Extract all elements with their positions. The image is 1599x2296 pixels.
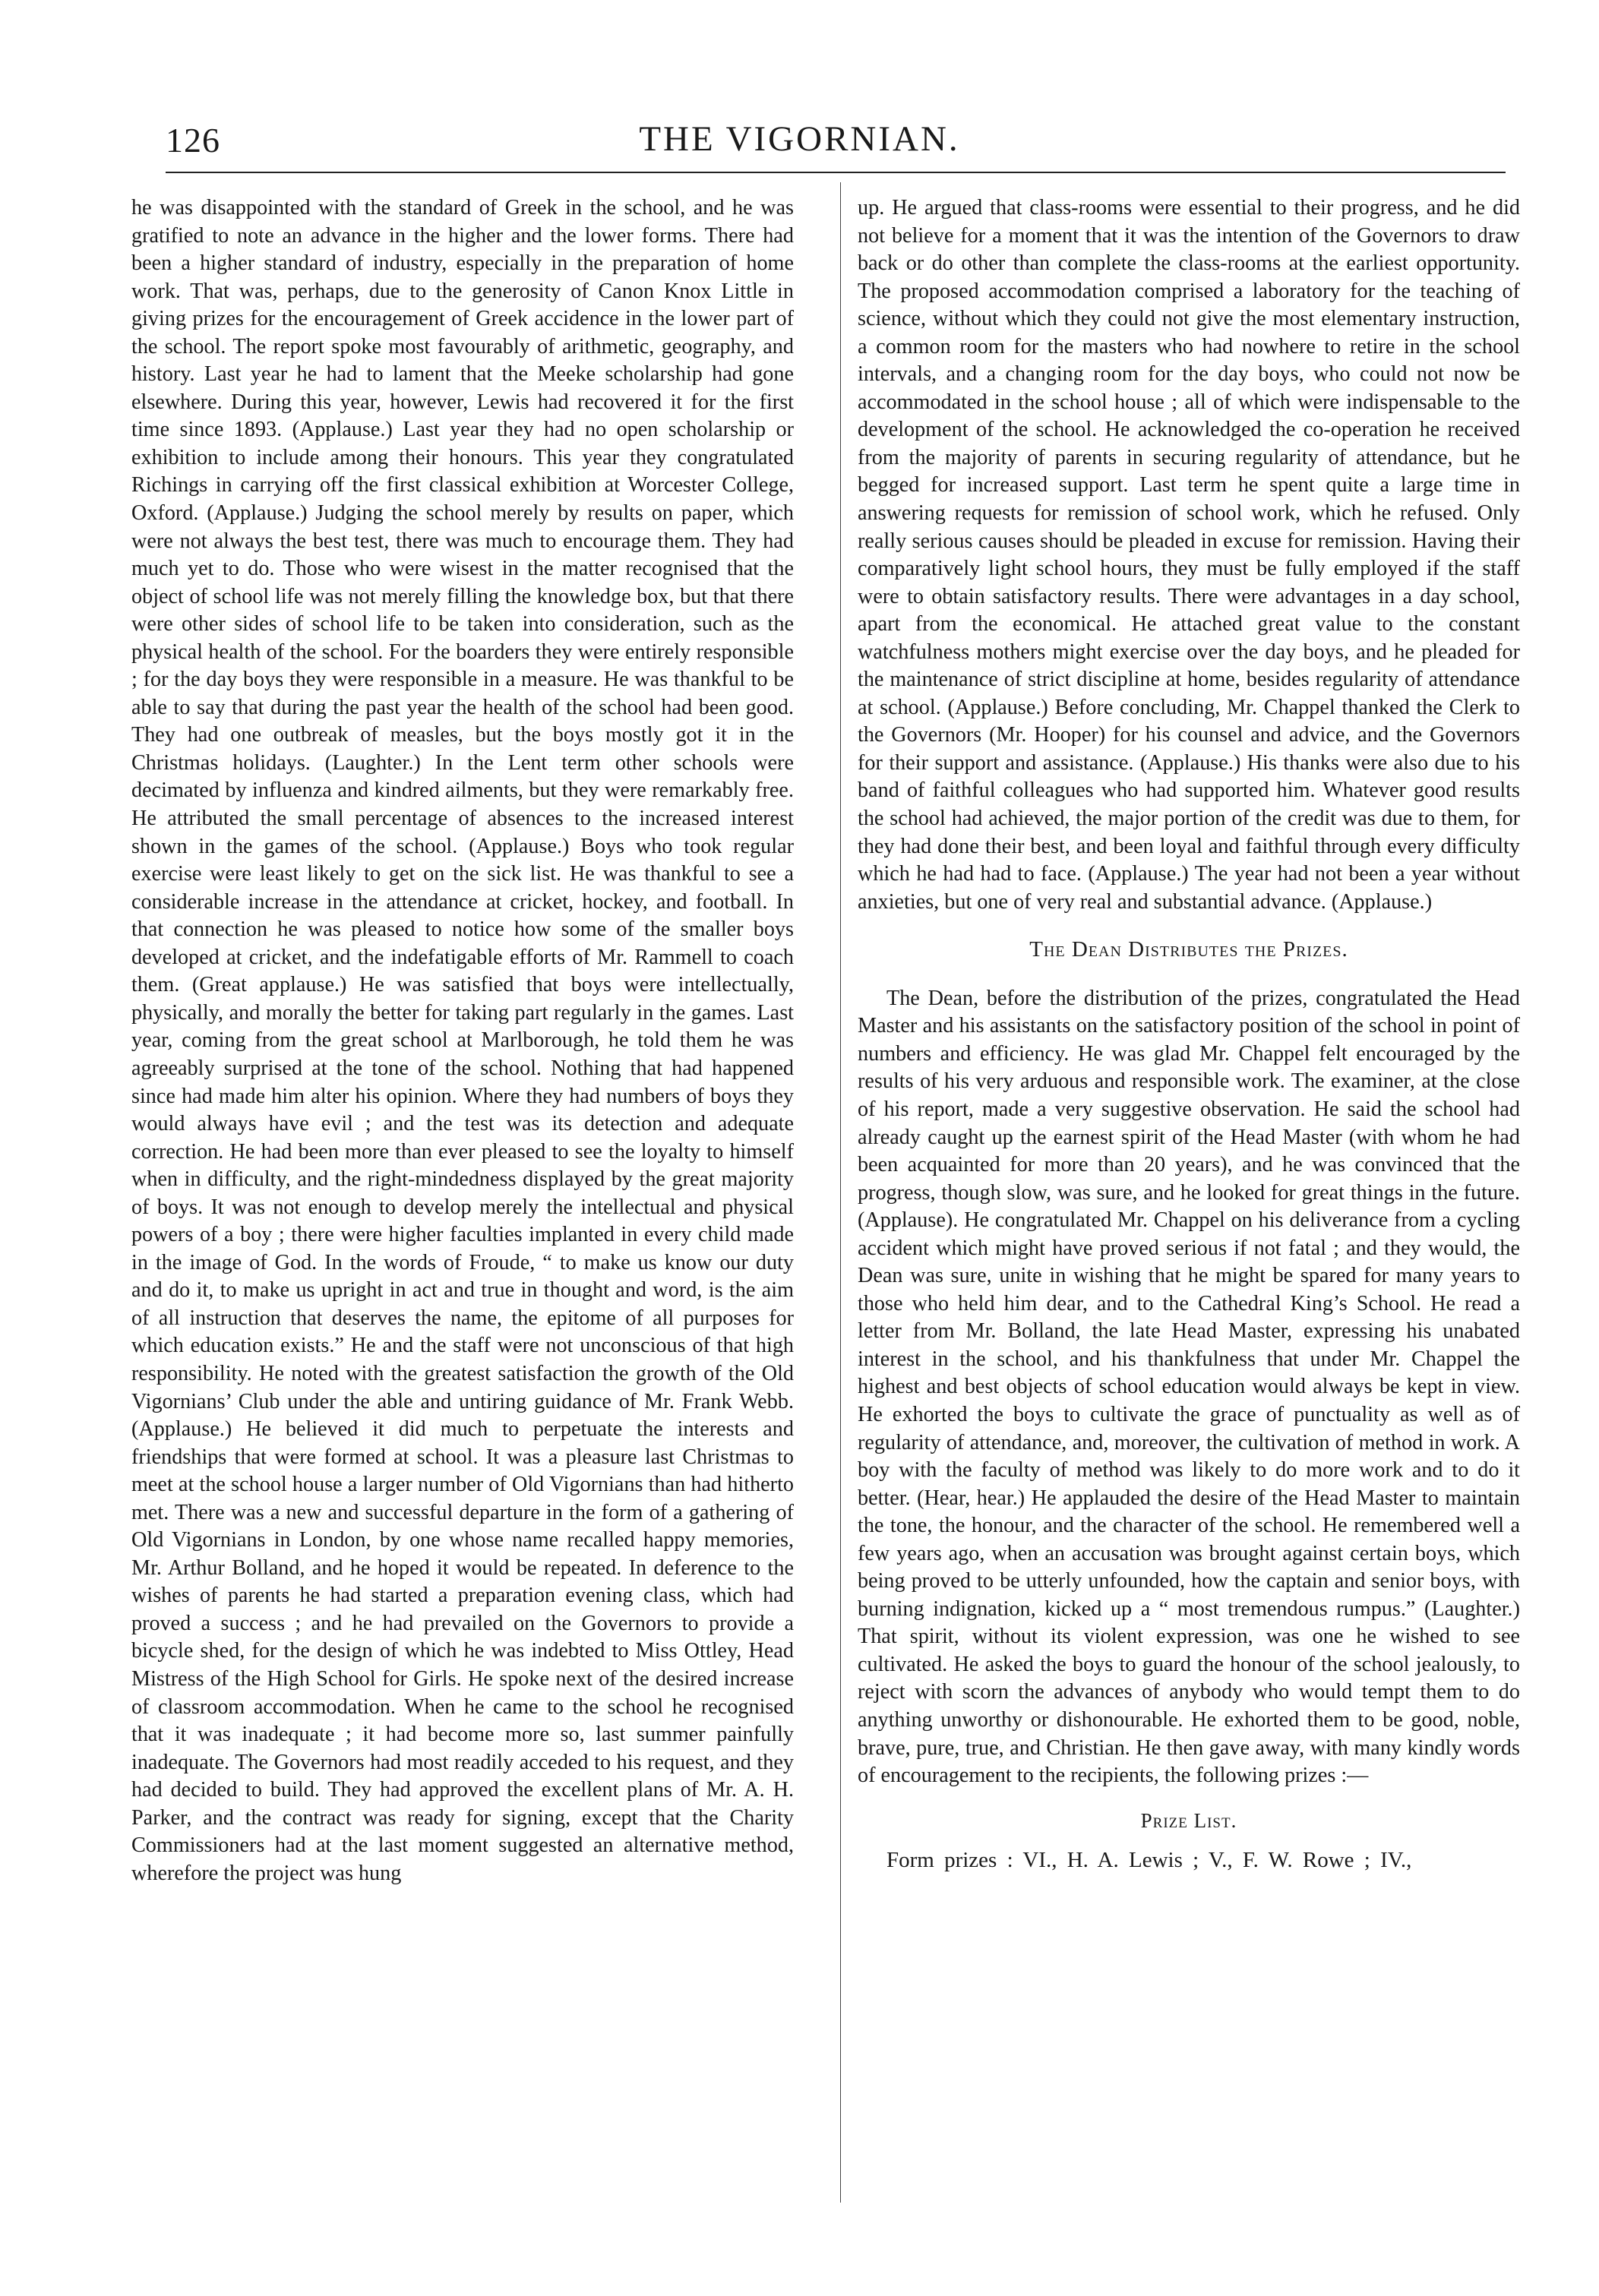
journal-title: THE VIGORNIAN. <box>639 119 960 159</box>
column-divider <box>840 182 841 2203</box>
header-rule <box>166 172 1506 173</box>
left-column <box>131 194 794 2215</box>
section-heading: The Dean Distributes the Prizes. <box>1029 937 1348 962</box>
prize-list-heading: Prize List. <box>1140 1808 1237 1832</box>
left-column-text: he was disappointed with the standard of Greek in the school, and he was gratified to note an advance in the higher and the lower forms. There had been a higher standard of industry, especially in the preparation of home work. That was, perhaps, due to the generosity of Canon Knox Little in giving prizes for the encouragement of Greek accidence in the lower part of the school. The report spoke most favourably of arithmetic, geography, and history. Last year he had to lament that the Meeke scholarship had gone elsewhere. During this year, however, Lewis had recovered it for the first time since 1893. (Applause.) Last year they had no open scholarship or exhibition to include among their honours. This year they congratulated Richings in carrying off the first classical exhibition at Worcester College, Oxford. (Applause.) Judging the school merely by results on paper, which were not always the best test, there was much to encourage them. They had much yet to do. Those who were wisest in the matter recognised that the object of school life was not merely filling the knowledge box, but that there were other sides of school life to be taken into consideration, such as the physical health of the school. For the boarders they were entirely responsible ; for the day boys they were responsible in a measure. He was thankful to be able to say that during the past year the health of the school had been good. They had one outbreak of measles, but the boys mostly got it in the Christmas holidays. (Laughter.) In the Lent term other schools were decimated by influenza and kindred ailments, but they were remarkably free. He attributed the small percentage of absences to the increased interest shown in the games of the school. (Applause.) Boys who took regular exercise were least likely to get on the sick list. He was thankful to see a considerable increase in the attendance at cricket, hockey, and football. In that connection he was pleased to notice how some of the smaller boys developed at cricket, and the indefatigable efforts of Mr. Rammell to coach them. (Great applause.) He was satisfied that boys were intellectually, physically, and morally the better for taking part regularly in the games. Last year, coming from the great school at Marlborough, he told them he was agreeably surprised at the tone of the school. Nothing that had happened since had made him alter his opinion. Where they had numbers of boys they would always have evil ; and the test was its detection and adequate correction. He had been more than ever pleased to see the loyalty to himself when in difficulty, and the right-mindedness displayed by the great majority of boys. It was not enough to develop merely the intellectual and physical powers of a boy ; there were higher faculties implanted in every child made in the image of God. In the words of Froude, “ to make us know our duty and do it, to make us upright in act and true in thought and word, is the aim of all instruction that deserves the name, the epitome of all purposes for which education exists.” He and the staff were not unconscious of that high responsibility. He noted with the greatest satisfaction the growth of the Old Vigornians’ Club under the able and untiring guidance of Mr. Frank Webb. (Applause.) He believed it did much to perpetuate the interests and friendships that were formed at school. It was a pleasure last Christmas to meet at the school house a larger number of Old Vigornians than had hitherto met. There was a new and successful departure in the form of a gathering of Old Vigornians in London, by one whose name recalled happy memories, Mr. Arthur Bolland, and he hoped it would be repeated. In deference to the wishes of parents he had started a preparation evening class, which had proved a success ; and he had prevailed on the Governors to provide a bicycle shed, for the design of which he was indebted to Miss Ottley, Head Mistress of the High School for Girls. He spoke next of the desired increase of classroom accommodation. When he came to the school he recognised that it was inadequate ; it had become more so, last summer painfully inadequate. The Governors had most readily acceded to his request, and they had decided to build. They had approved the excellent plans of Mr. A. H. Parker, and the contract was ready for signing, except that the Charity Commissioners had at the last moment suggested an alternative method, wherefore the project was hung <box>131 196 794 1885</box>
page-number: 126 <box>166 121 220 159</box>
dean-speech-paragraph: The Dean, before the distribution of the prizes, congratulated the Head Master and his assistants on the satisfactory position of the school in point of numbers and efficiency. He was glad Mr. Chappel felt encouraged by the results of his very arduous and responsible work. The examiner, at the close of his report, made a very suggestive observation. He said the school had already caught up the earnest spirit of the Head Master (with whom he had been acquainted for more than 20 years), and he was convinced that the progress, though slow, was sure, and he looked for great things in the future. (Applause). He congratulated Mr. Chappel on his deliverance from a cycling accident which might have proved serious if not fatal ; and they would, the Dean was sure, unite in wishing that he might be spared for many years to those who held him dear, and to the Cathedral King’s School. He read a letter from Mr. Bolland, the late Head Master, expressing his unabated interest in the school, and his thankfulness that under Mr. Chappel the highest and best objects of school education would always be kept in view. He exhorted the boys to cultivate the grace of punctuality as well as of regularity of attendance, and, moreover, the cultivation of method in work. A boy with the faculty of method was likely to do more work and to do it better. (Hear, hear.) He applauded the desire of the Head Master to maintain the tone, the honour, and the character of the school. He remembered well a few years ago, when an accusation was brought against certain boys, which being proved to be utterly unfounded, how the captain and senior boys, with burning indignation, kicked up a “ most tremendous rumpus.” (Laughter.) That spirit, without its violent expression, was one he wished to see cultivated. He asked the boys to guard the honour of the school jealously, to reject with scorn the advances of anybody who would tempt them to do anything unworthy or dishonourable. He exhorted them to be good, noble, brave, pure, true, and Christian. He then gave away, with many kindly words of encouragement to the recipients, the following prizes :— <box>858 986 1520 1788</box>
speech-continuation-paragraph: up. He argued that class-rooms were essential to their progress, and he did not believe for a moment that it was the intention of the Governors to draw back or do other than complete the class-rooms at the earliest opportunity. The proposed accommodation comprised a laboratory for the teaching of science, without which they could not give the most elementary instruction, a common room for the masters who had nowhere to retire in the school intervals, and a changing room for the day boys, who could not now be accommodated in the school house ; all of which were indispensable to the development of the school. He acknowledged the co-operation he received from the majority of parents in securing regularity of attendance, but he begged for increased support. Last term he spent quite a large time in answering requests for remission of school work, which he refused. Only really serious causes should be pleaded in excuse for remission. Having their comparatively light school hours, they must be fully employed if the staff were to obtain satisfactory results. There were advantages in a day school, apart from the economical. He attached great value to the constant watchfulness mothers might exercise over the day boys, and he pleaded for the maintenance of strict discipline at home, besides regularity of attendance at school. (Applause.) Before concluding, Mr. Chappel thanked the Clerk to the Governors (Mr. Hooper) for his counsel and advice, and the Governors for their support and assistance. (Applause.) His thanks were also due to his band of faithful colleagues who had supported him. Whatever good results the school had achieved, the major portion of the credit was due to them, for they had done their best, and been loyal and faithful through every difficulty which he had had to face. (Applause.) The year had not been a year without anxieties, but one of very real and substantial advance. (Applause.) <box>858 196 1520 914</box>
prize-list-line: Form prizes : VI., H. A. Lewis ; V., F. W. Rowe ; IV., <box>886 1848 1412 1873</box>
right-column <box>858 194 1520 2215</box>
